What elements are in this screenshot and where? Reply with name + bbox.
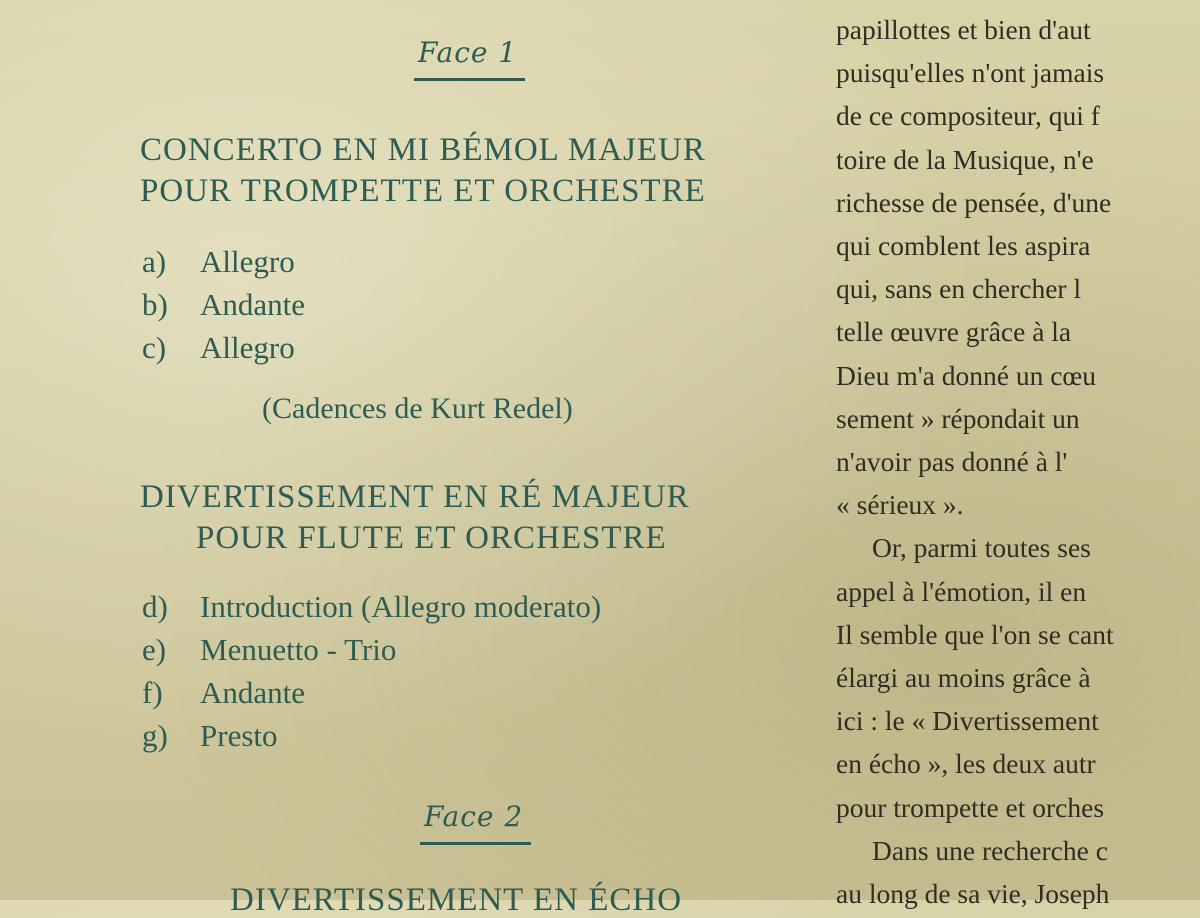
body-line: élargi au moins grâce à	[836, 662, 1091, 694]
body-line: de ce compositeur, qui f	[836, 100, 1100, 132]
face-2-label: Face 2	[424, 800, 524, 833]
body-line: n'avoir pas donné à l'	[836, 446, 1068, 478]
face-1-underline	[414, 78, 525, 81]
movement-title: Allegro	[200, 330, 295, 365]
body-line: richesse de pensée, d'une	[836, 186, 1112, 218]
body-line: « sérieux ».	[836, 489, 964, 521]
movement-title: Andante	[200, 675, 306, 710]
movement-letter: g)	[142, 718, 168, 753]
movement-item	[142, 240, 305, 283]
body-line: telle œuvre grâce à la	[836, 316, 1072, 348]
concerto-title-line-1: CONCERTO EN MI BÉMOL MAJEUR	[140, 132, 706, 168]
movement-letter: f)	[142, 675, 163, 710]
movement-item	[142, 628, 601, 671]
body-line: puisqu'elles n'ont jamais	[836, 57, 1105, 89]
body-line: toire de la Musique, n'e	[836, 143, 1094, 175]
divertissement-movements	[142, 585, 601, 757]
divertissement-title-line-1: DIVERTISSEMENT EN RÉ MAJEUR	[140, 479, 690, 515]
movement-item	[142, 671, 601, 714]
movement-letter: c)	[142, 330, 167, 365]
body-line: pour trompette et orches	[836, 791, 1105, 823]
cadence-note: (Cadences de Kurt Redel)	[262, 392, 573, 425]
movement-item	[142, 326, 305, 369]
body-line: en écho », les deux autr	[836, 748, 1096, 780]
movement-title: Introduction (Allegro moderato)	[200, 589, 602, 624]
body-line: qui comblent les aspira	[836, 230, 1091, 262]
body-text-column	[836, 8, 1200, 910]
divertissement-title-line-2: POUR FLUTE ET ORCHESTRE	[196, 520, 667, 556]
concerto-movements	[142, 240, 305, 369]
body-line: sement » répondait un	[836, 402, 1080, 434]
divertissement-title	[140, 477, 790, 559]
movement-letter: d)	[142, 589, 168, 624]
body-line: au long de sa vie, Joseph	[836, 878, 1110, 910]
body-line: Dans une recherche c	[872, 834, 1108, 866]
body-line: appel à l'émotion, il en	[836, 575, 1087, 607]
body-line: qui, sans en chercher l	[836, 273, 1082, 305]
concerto-title	[140, 130, 790, 212]
movement-title: Allegro	[200, 244, 295, 279]
movement-item	[142, 714, 601, 757]
movement-letter: b)	[142, 287, 168, 322]
body-line: Dieu m'a donné un cœu	[836, 359, 1097, 391]
face-2-underline	[420, 842, 531, 845]
movement-title: Andante	[200, 287, 306, 322]
body-line: papillottes et bien d'aut	[836, 14, 1091, 45]
concerto-title-line-2: POUR TROMPETTE ET ORCHESTRE	[140, 173, 706, 209]
movement-letter: e)	[142, 632, 167, 667]
movement-title: Presto	[200, 718, 278, 753]
movement-letter: a)	[142, 244, 167, 279]
movement-title: Menuetto - Trio	[200, 632, 397, 667]
movement-item	[142, 283, 305, 326]
cut-off-title: DIVERTISSEMENT EN ÉCHO	[230, 882, 683, 918]
body-line: Or, parmi toutes ses	[872, 532, 1091, 564]
body-line: Il semble que l'on se cant	[836, 618, 1114, 650]
face-1-label: Face 1	[418, 36, 518, 69]
body-line: ici : le « Divertissement	[836, 705, 1099, 737]
face-1-heading	[418, 36, 517, 69]
movement-item	[142, 585, 601, 628]
face-2-heading	[424, 800, 523, 833]
